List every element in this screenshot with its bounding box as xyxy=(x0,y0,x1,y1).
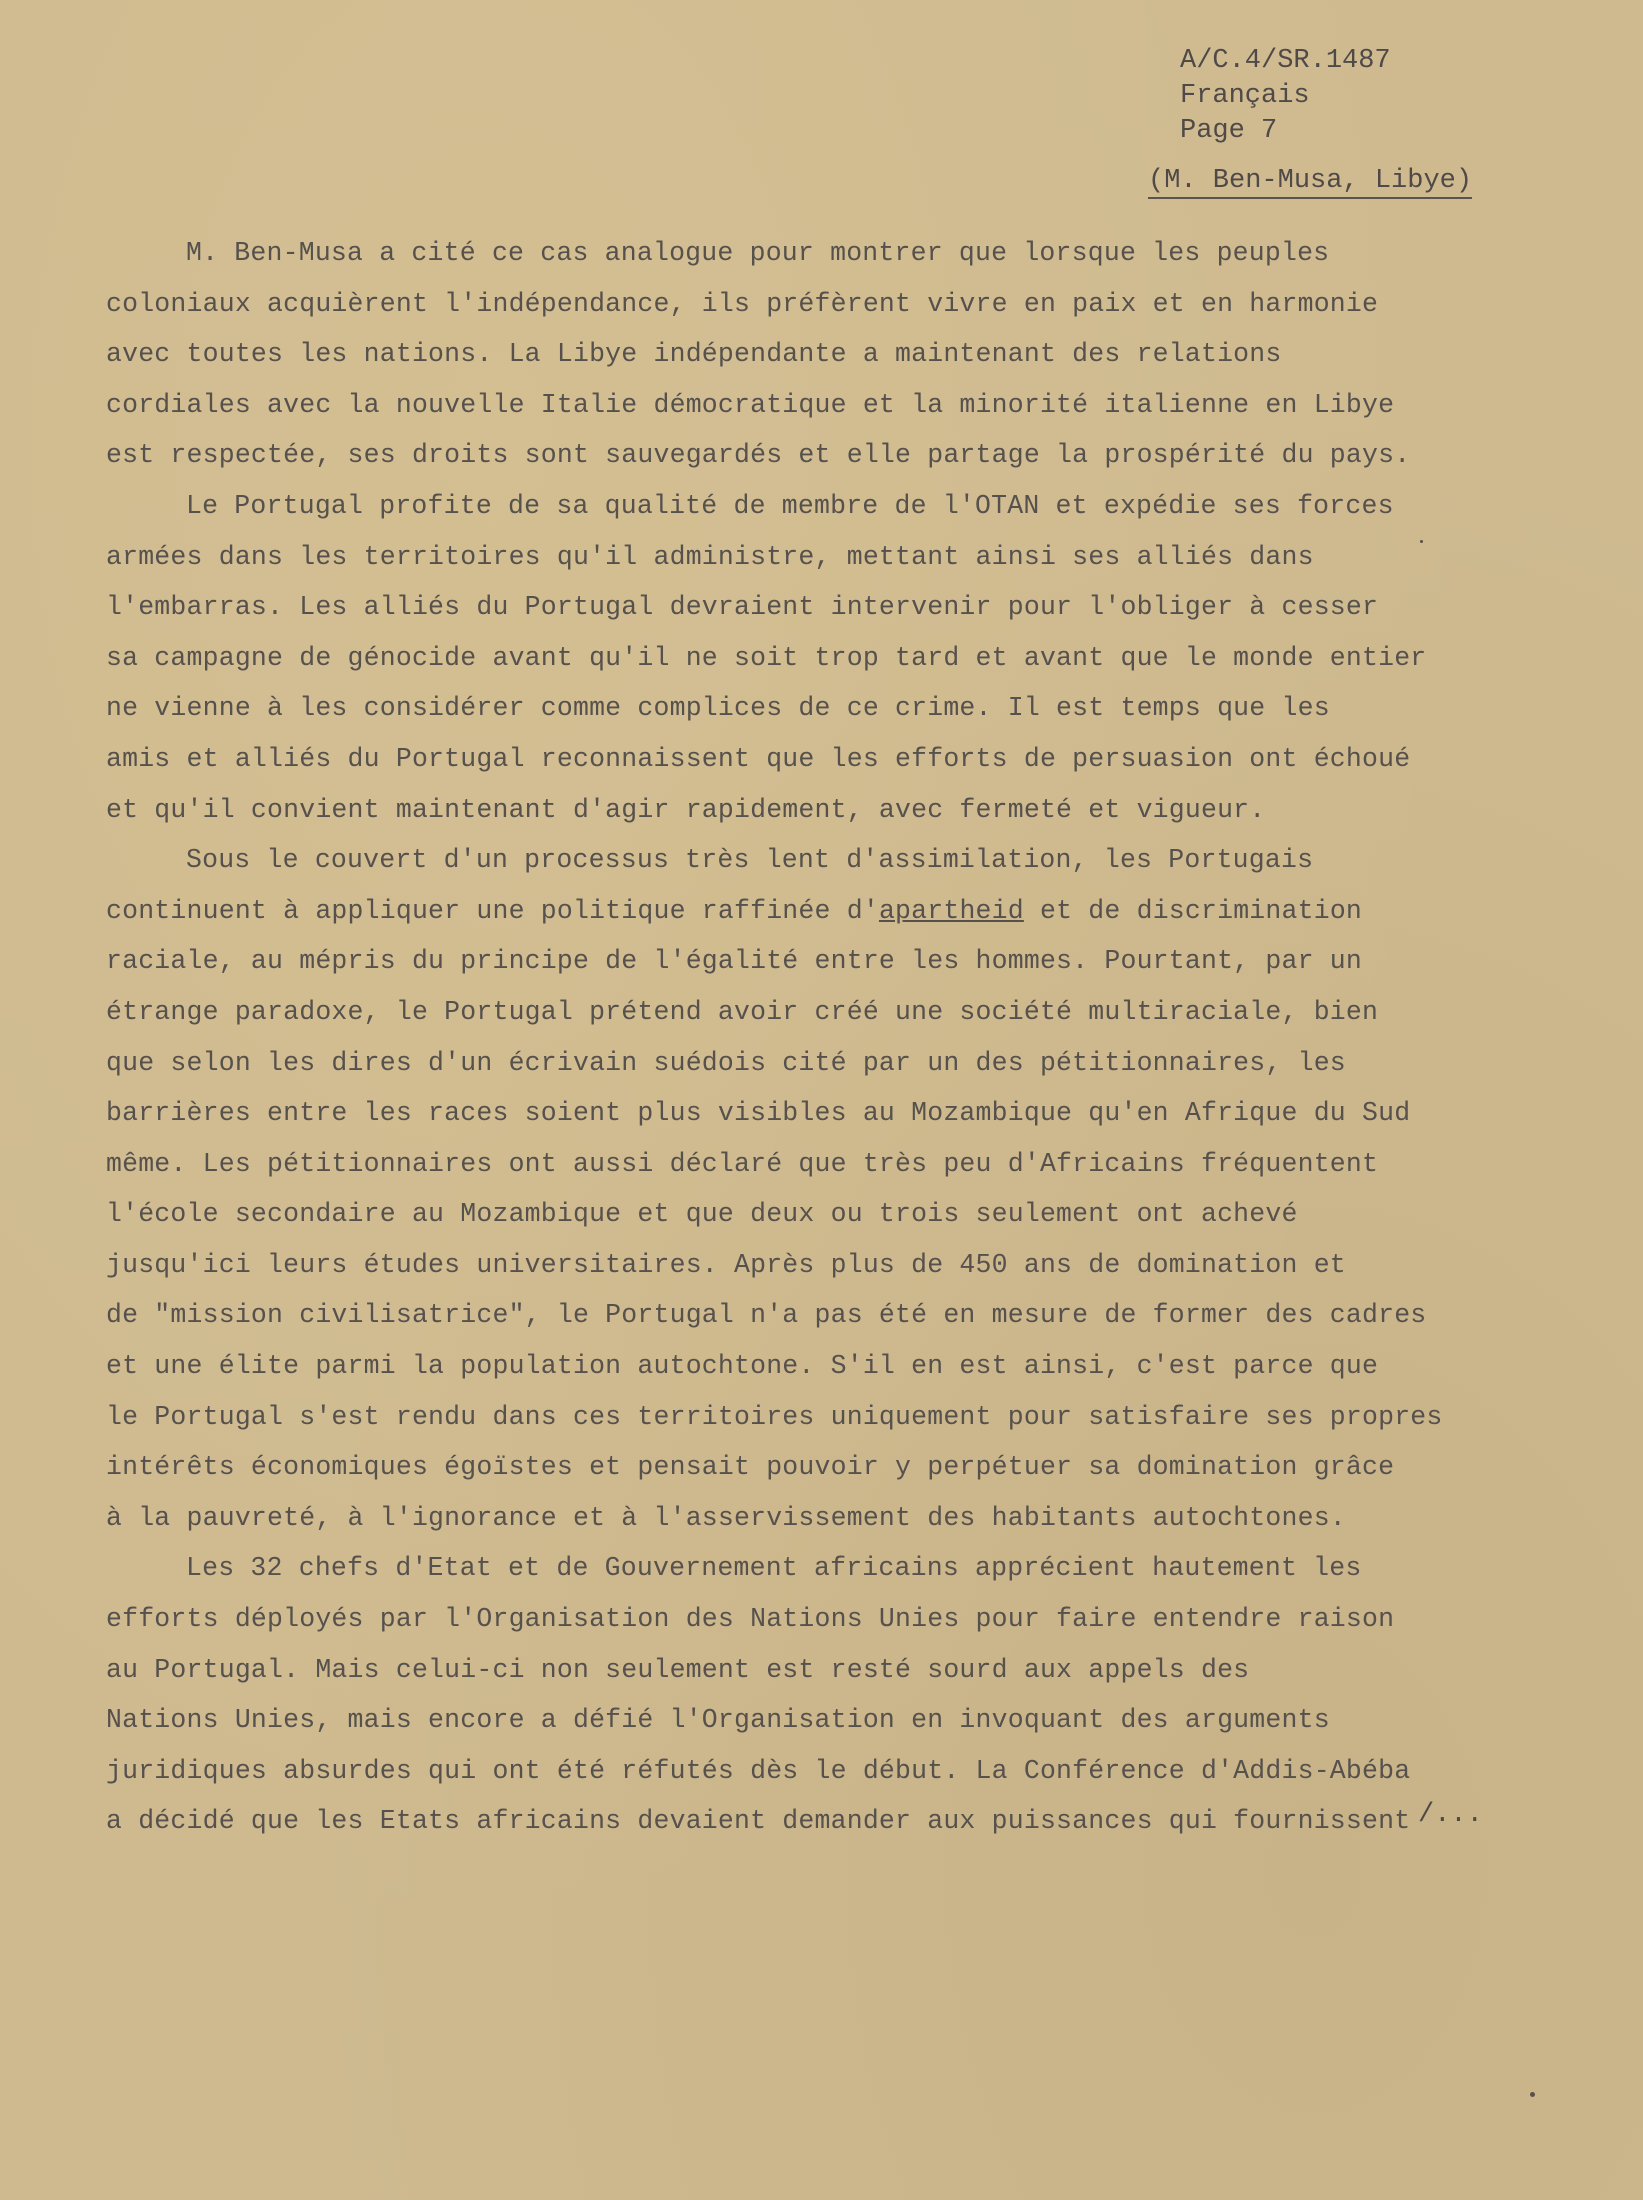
body-line: a décidé que les Etats africains devaient demander aux puissances qui fournissent xyxy=(106,1806,1411,1837)
body-line: est respectée, ses droits sont sauvegardés et elle partage la prospérité du pays. xyxy=(106,440,1411,471)
body-line: même. Les pétitionnaires ont aussi déclaré que très peu d'Africains fréquentent xyxy=(106,1148,1379,1179)
body-line: jusqu'ici leurs études universitaires. Après plus de 450 ans de domination et xyxy=(106,1249,1346,1280)
body-line: cordiales avec la nouvelle Italie démocratique et la minorité italienne en Libye xyxy=(106,389,1395,420)
body-line: Les 32 chefs d'Etat et de Gouvernement africains apprécient hautement les xyxy=(186,1553,1362,1584)
paper-speck xyxy=(1530,2092,1535,2097)
body-line: le Portugal s'est rendu dans ces territoires uniquement pour satisfaire ses propres xyxy=(106,1401,1443,1432)
body-line: que selon les dires d'un écrivain suédois cité par un des pétitionnaires, les xyxy=(106,1047,1346,1078)
body-line: à la pauvreté, à l'ignorance et à l'asservissement des habitants autochtones. xyxy=(106,1502,1346,1533)
body-line: de "mission civilisatrice", le Portugal n'a pas été en mesure de former des cadres xyxy=(106,1300,1427,1331)
body-line: l'embarras. Les alliés du Portugal devraient intervenir pour l'obliger à cesser xyxy=(106,592,1379,623)
body-line: au Portugal. Mais celui-ci non seulement est resté sourd aux appels des xyxy=(106,1654,1250,1685)
body-line: l'école secondaire au Mozambique et que deux ou trois seulement ont achevé xyxy=(106,1199,1298,1230)
body-line: intérêts économiques égoïstes et pensait pouvoir y perpétuer sa domination grâce xyxy=(106,1452,1395,1483)
body-text: continuent à appliquer une politique raffinée d' xyxy=(106,895,879,926)
body-line: ne vienne à les considérer comme complices de ce crime. Il est temps que les xyxy=(106,693,1330,724)
document-body xyxy=(106,228,1506,1847)
body-text: et de discrimination xyxy=(1023,895,1363,926)
body-line: barrières entre les races soient plus visibles au Mozambique qu'en Afrique du Sud xyxy=(106,1098,1411,1129)
underlined-term: apartheid xyxy=(878,895,1024,926)
body-line: M. Ben-Musa a cité ce cas analogue pour montrer que lorsque les peuples xyxy=(186,238,1330,268)
page-number: Page 7 xyxy=(1180,116,1278,146)
body-line: et une élite parmi la population autochtone. S'il en est ainsi, c'est parce que xyxy=(106,1351,1379,1382)
body-line: amis et alliés du Portugal reconnaissent que les efforts de persuasion ont échoué xyxy=(106,743,1411,774)
body-line: Le Portugal profite de sa qualité de membre de l'OTAN et expédie ses forces xyxy=(186,490,1394,521)
body-line: Nations Unies, mais encore a défié l'Organisation en invoquant des arguments xyxy=(106,1705,1330,1736)
document-header xyxy=(1180,44,1560,149)
paper-speck xyxy=(1420,540,1423,543)
body-line: étrange paradoxe, le Portugal prétend avoir créé une société multiraciale, bien xyxy=(106,996,1379,1027)
continuation-mark: /... xyxy=(1418,1800,1483,1830)
body-line: sa campagne de génocide avant qu'il ne soit trop tard et avant que le monde entier xyxy=(106,642,1427,673)
body-line: armées dans les territoires qu'il administre, mettant ainsi ses alliés dans xyxy=(106,541,1314,572)
body-line: juridiques absurdes qui ont été réfutés dès le début. La Conférence d'Addis-Abéba xyxy=(106,1755,1411,1786)
document-language: Français xyxy=(1180,81,1310,111)
body-line: coloniaux acquièrent l'indépendance, ils préfèrent vivre en paix et en harmonie xyxy=(106,288,1379,319)
speaker-attribution xyxy=(1148,166,1472,196)
body-line: raciale, au mépris du principe de l'égalité entre les hommes. Pourtant, par un xyxy=(106,946,1363,977)
body-line: et qu'il convient maintenant d'agir rapidement, avec fermeté et vigueur. xyxy=(106,794,1266,825)
body-line: Sous le couvert d'un processus très lent d'assimilation, les Portugais xyxy=(186,845,1314,876)
body-line-apartheid xyxy=(106,886,1506,937)
body-line: efforts déployés par l'Organisation des Nations Unies pour faire entendre raison xyxy=(106,1604,1395,1635)
body-line: avec toutes les nations. La Libye indépendante a maintenant des relations xyxy=(106,339,1282,370)
document-symbol: A/C.4/SR.1487 xyxy=(1180,46,1391,76)
speaker-name: (M. Ben-Musa, Libye) xyxy=(1148,166,1472,199)
